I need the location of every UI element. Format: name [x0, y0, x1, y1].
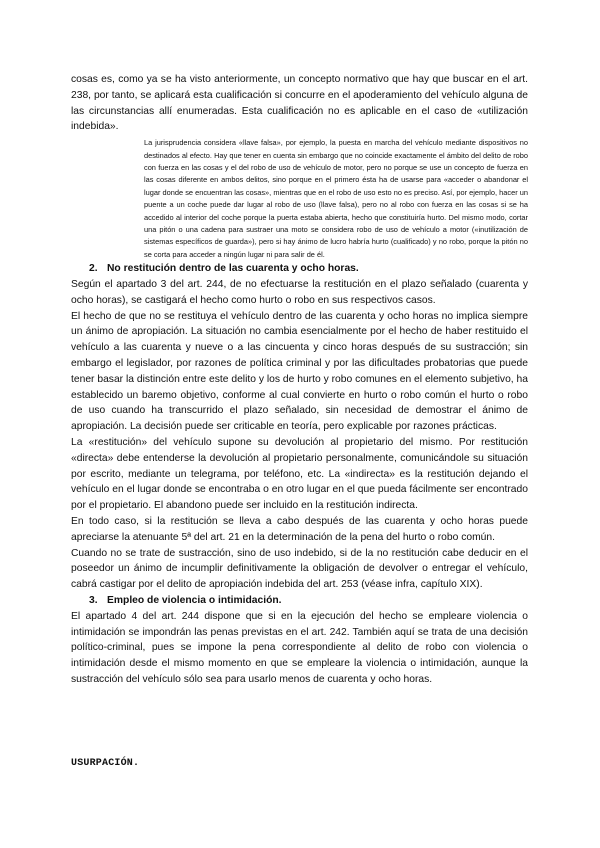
- document-body: [71, 72, 528, 688]
- jurisprudence-quote: La jurisprudencia considera «llave falsa», por ejemplo, la puesta en marcha del vehículo mediante dispositivos no destinados al efecto. Hay que tener en cuenta sin embargo que no coincide exactamente el ámbito del delito de robo con fuerza en las cosas y el del robo de uso de vehículo de motor, pero no porque se use un concepto de fuerza en las cosas diferente en ambos delitos, sino porque en el primero ésta ha de usarse para «acceder o abandonar el lugar donde se encuentran las cosas», mientras que en el robo de uso esto no es preciso. Así, por ejemplo, hacer un puente a un coche puede dar lugar al robo de uso (llave falsa), pero no al robo con fuerza en las cosas si se ha accedido al interior del coche porque la puerta estaba abierta, hecho que constituiría hurto. Del mismo modo, cortar una pitón o una cadena para sustraer una moto se considera robo de uso de vehículo a motor («inutilización de sistemas específicos de guarda»), pero si hay ánimo de lucro habría hurto (cualificado) y no robo, porque la pitón no se corta para acceder a ningún lugar ni para salir de él.: [144, 138, 528, 259]
- paragraph-2b: El hecho de que no se restituya el vehículo dentro de las cuarenta y ocho horas no implica siempre un ánimo de apropiación. La situación no cambia esencialmente por el hecho de haber restituido el vehículo a las cuarenta y nueve o a las cincuenta y cinco horas después de su sustracción; sin embargo el legislador, por razones de política criminal y por las dificultades probatorias que puede tener basar la distinción entre este delito y los de hurto y robo comunes en el elemento subjetivo, ha establecido un baremo objetivo, conforme al cual convierte en hurto o robo común el hurto o robo de uso cuando ha transcurrido el plazo señalado, sin necesidad de demostrar el ánimo de apropiación. La decisión puede ser criticable en teoría, pero explicable por razones prácticas.: [71, 310, 528, 433]
- section-title: USURPACIÓN.: [71, 758, 140, 769]
- heading-2-text: No restitución dentro de las cuarenta y ocho horas.: [107, 263, 359, 275]
- paragraph-2c: La «restitución» del vehículo supone su devolución al propietario del mismo. Por restitución «directa» debe entenderse la devolución al propietario personalmente, comunicándole su situación por escrito, mediante un telegrama, por teléfono, etc. La «indirecta» es la restitución dejando el vehículo en el lugar donde se encontraba o en otro lugar en el que pueda fácilmente ser encontrado por el propietario. El abandono puede ser incluido en la restitución indirecta.: [71, 437, 528, 512]
- intro-paragraph: cosas es, como ya se ha visto anteriormente, un concepto normativo que hay que buscar en el art. 238, por tanto, se aplicará esta cualificación si concurre en el apoderamiento del vehículo alguna de las circunstancias allí enumeradas. Esta cualificación no es aplicable en el caso de «utilización indebida».: [71, 74, 528, 133]
- paragraph-2a: Según el apartado 3 del art. 244, de no efectuarse la restitución en el plazo señalado (cuarenta y ocho horas), se castigará el hecho como hurto o robo en sus respectivos casos.: [71, 279, 528, 306]
- heading-3: [89, 593, 528, 609]
- heading-2-number: 2.: [89, 263, 98, 275]
- heading-3-number: 3.: [89, 594, 98, 606]
- heading-2: [89, 261, 528, 277]
- paragraph-2e: Cuando no se trate de sustracción, sino de uso indebido, si de la no restitución cabe deducir en el poseedor un ánimo de incumplir definitivamente la obligación de devolver o entregar el vehículo, cabrá castigar por el delito de apropiación indebida del art. 253 (véase infra, capítulo XIX).: [71, 547, 528, 591]
- paragraph-2d: En todo caso, si la restitución se lleva a cabo después de las cuarenta y ocho horas puede apreciarse la atenuante 5ª del art. 21 en la determinación de la pena del hurto o robo común.: [71, 516, 528, 543]
- heading-3-text: Empleo de violencia o intimidación.: [107, 594, 282, 606]
- paragraph-3a: El apartado 4 del art. 244 dispone que si en la ejecución del hecho se empleare violencia o intimidación se impondrán las penas previstas en el art. 242. También aquí se trata de una decisión político-criminal, pues se impone la pena correspondiente al delito de robo con violencia o intimidación desde el mismo momento en que se empleare la violencia o intimidación, aunque la sustracción del vehículo sólo sea para usarlo menos de cuarenta y ocho horas.: [71, 610, 528, 685]
